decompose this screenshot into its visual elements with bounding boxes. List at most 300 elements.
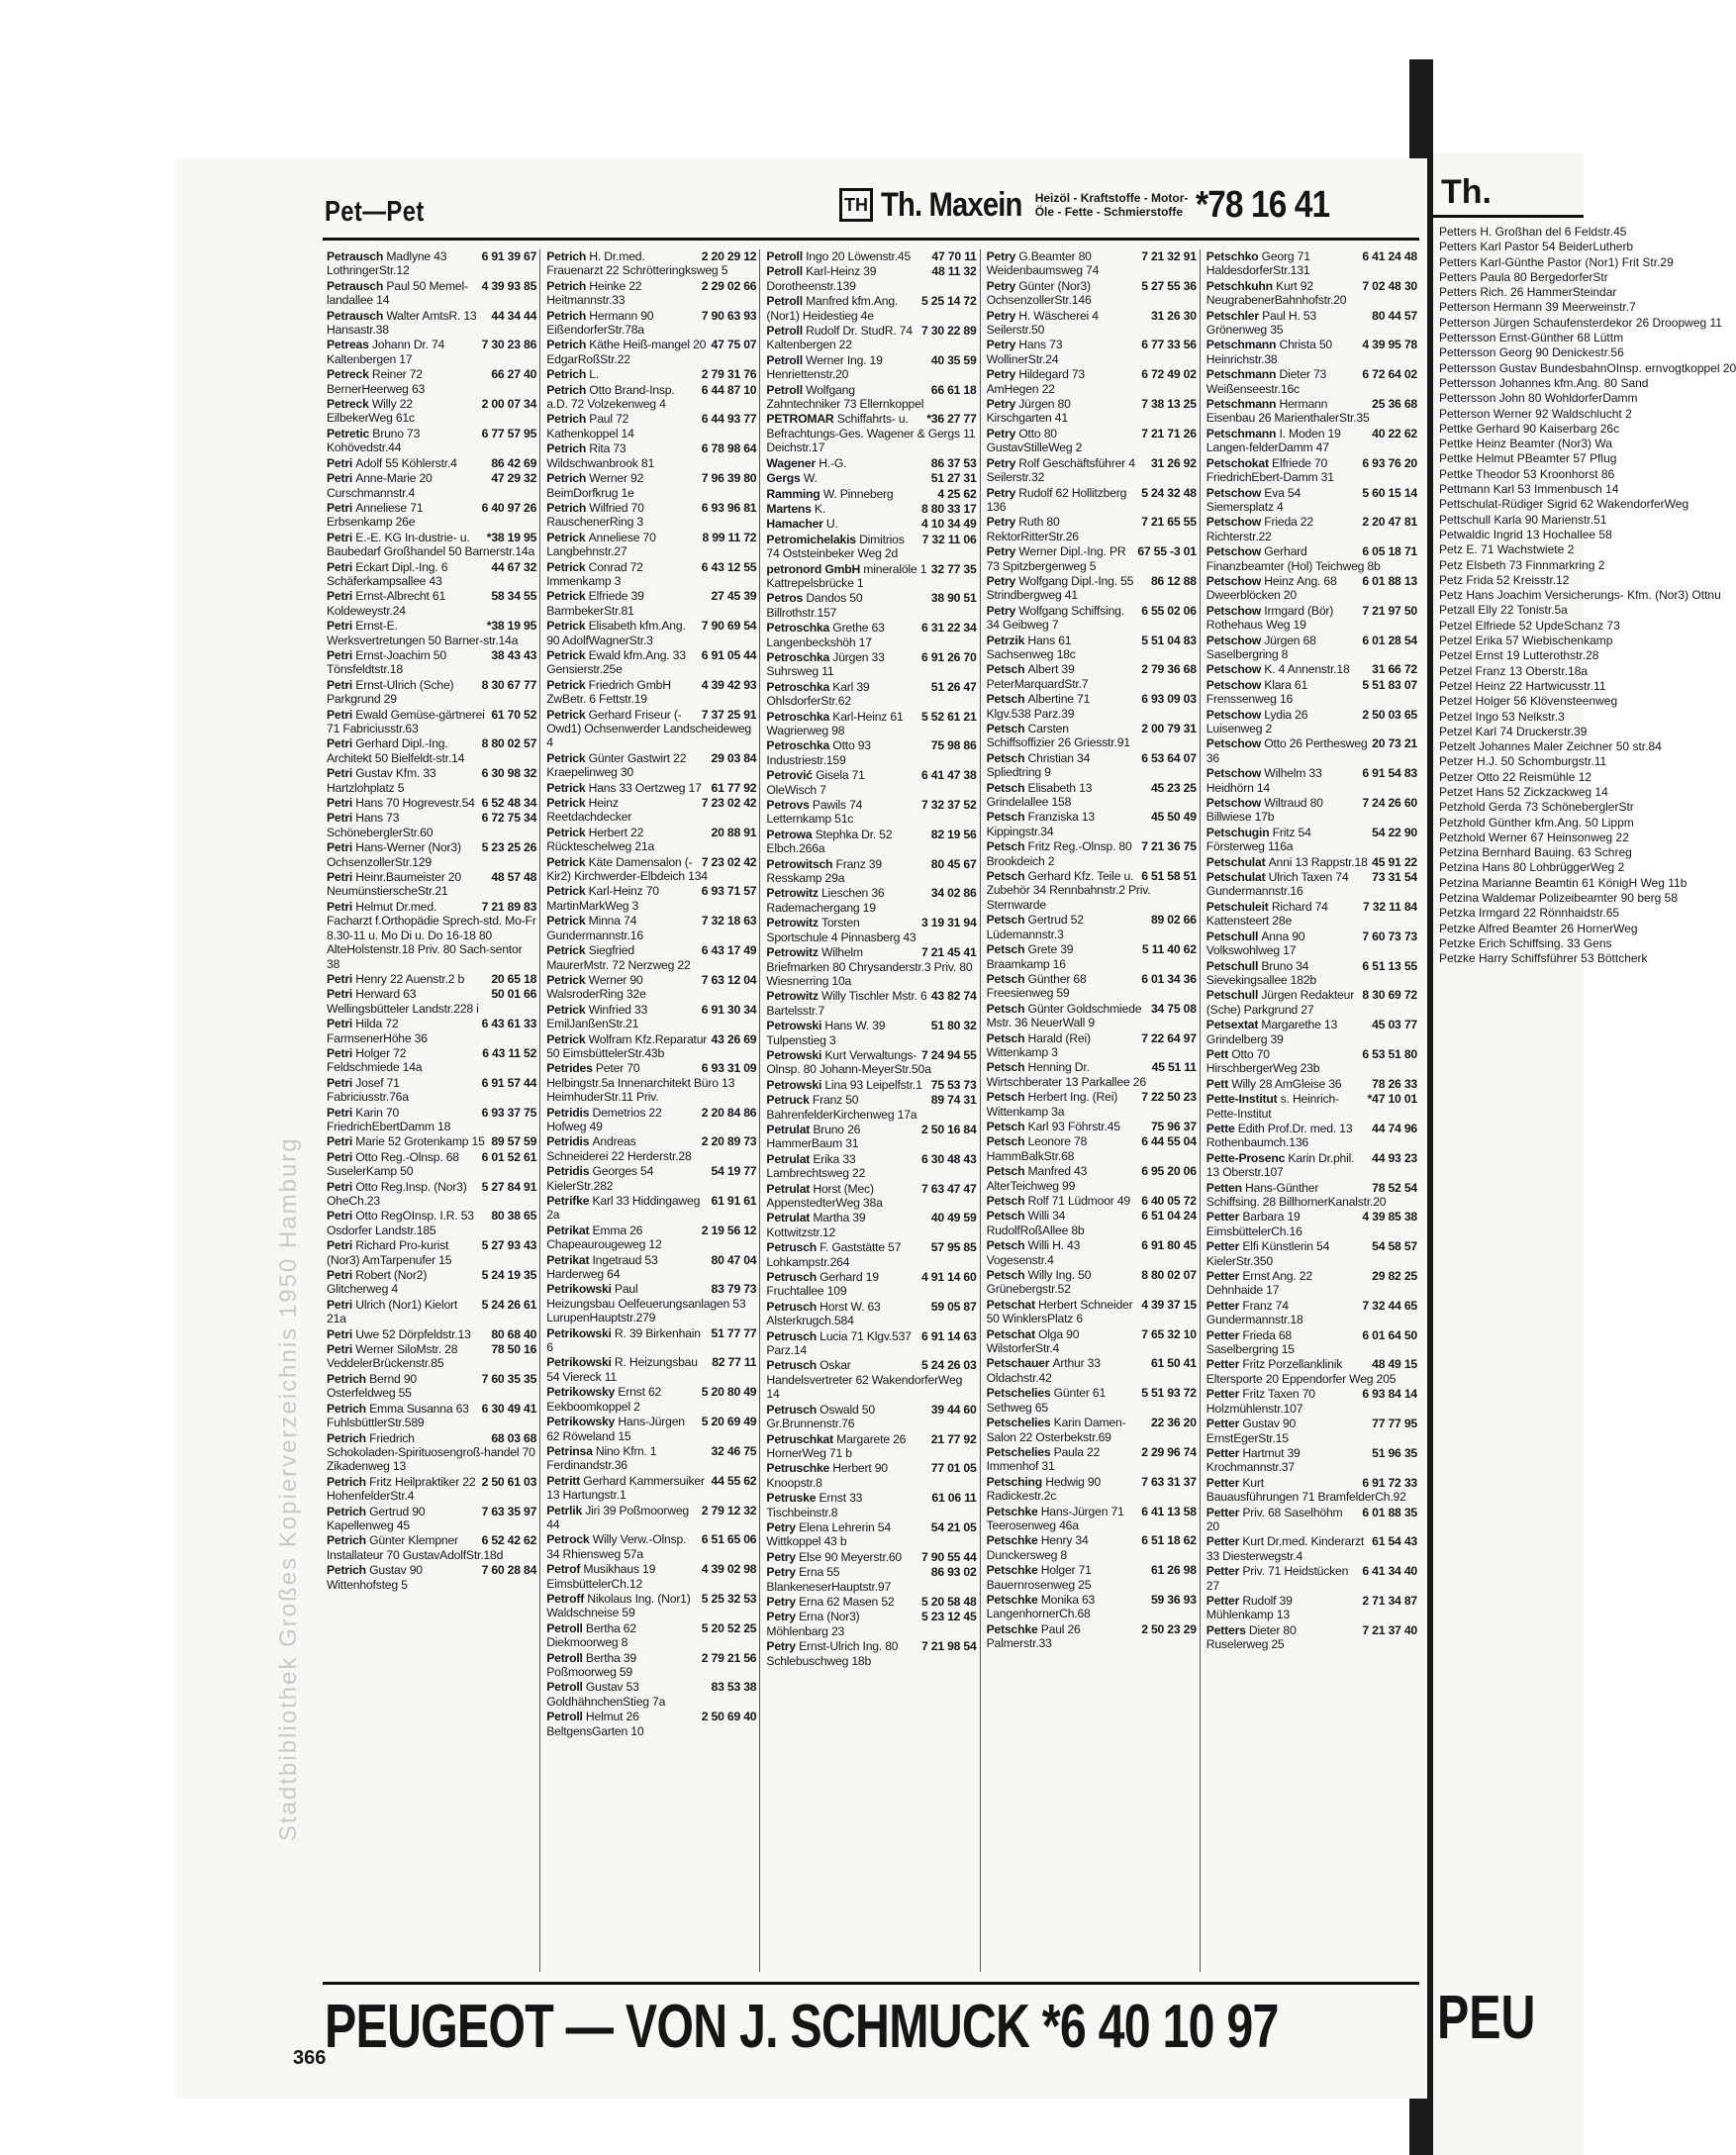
entry-name: Petrides — [546, 1061, 596, 1076]
entry-name: Petri — [327, 840, 356, 855]
directory-entry — [546, 1562, 756, 1591]
entry-name: Petreas — [327, 338, 372, 352]
entry-detail: Wilfried 70 RauschenerRing 3 — [546, 500, 644, 530]
directory-entry — [987, 574, 1197, 603]
directory-entry — [987, 1445, 1197, 1474]
entry-detail: Walter AmtsR. 13 Hansastr.38 — [327, 308, 477, 338]
entry-detail: Hans 73 SchöneberglerStr.60 — [327, 811, 434, 839]
directory-entry — [987, 279, 1197, 308]
directory-entry — [766, 1019, 976, 1047]
entry-name: Petroll — [546, 1620, 586, 1635]
entry-name: Petsch — [986, 839, 1028, 854]
entry-phone: 6 51 04 24 — [1141, 1209, 1197, 1224]
directory-entry — [1206, 662, 1417, 676]
directory-entry — [987, 1090, 1197, 1119]
directory-entry — [1206, 309, 1417, 338]
next-page-entry: Petzina Marianne Beamtin 61 KönigH Weg 11b — [1439, 875, 1688, 890]
next-page-entry: Petters Paula 80 BergedorferStr — [1439, 269, 1608, 284]
entry-phone: 86 42 69 — [491, 455, 537, 470]
entry-phone: 77 77 95 — [1372, 1417, 1417, 1431]
directory-entry — [546, 1355, 756, 1384]
entry-name: Petroschka — [766, 709, 833, 724]
entry-name: Petri — [327, 766, 356, 781]
entry-phone: 6 93 09 03 — [1141, 692, 1197, 707]
entry-detail: Winfried 33 EmilJanßenStr.21 — [546, 1002, 648, 1031]
directory-entry — [987, 544, 1197, 573]
entry-phone: 8 80 33 17 — [920, 501, 977, 516]
directory-entry — [766, 324, 976, 352]
entry-detail: Elena Lehrerin 54 Wittkoppel 43 b — [766, 1519, 891, 1549]
entry-phone: 75 98 86 — [930, 738, 977, 753]
next-page-entry: Pettke Theodor 53 Kroonhorst 86 — [1439, 466, 1615, 481]
next-page-entry: Petzet Hans 52 Zickzackweg 14 — [1439, 784, 1608, 799]
entry-phone: 5 24 26 61 — [481, 1297, 537, 1312]
entry-name: Petschokat — [1206, 455, 1273, 470]
directory-entry — [987, 1002, 1197, 1030]
next-page-entry: Petzka Irmgard 22 Rönnhaidstr.65 — [1439, 906, 1620, 921]
entry-detail: Robert (Nor2) Glitcherweg 4 — [327, 1268, 428, 1297]
entry-name: Petschow — [1206, 515, 1265, 530]
directory-page — [176, 158, 1427, 2099]
directory-entry — [987, 338, 1197, 366]
directory-entry — [766, 621, 976, 649]
entry-name: Petrinsa — [546, 1443, 596, 1458]
directory-entry — [546, 1621, 756, 1650]
entry-detail: Dieter 73 Weißenseestr.16c — [1206, 367, 1327, 396]
entry-detail: Hans 33 Oertzweg 17 — [588, 780, 702, 795]
entry-detail: Anna 90 Volkswohlweg 17 — [1206, 929, 1305, 958]
entry-name: Petri — [327, 811, 356, 826]
entry-name: Petrick — [546, 884, 589, 899]
entry-detail: Conrad 72 Immenkamp 3 — [546, 559, 643, 588]
entry-phone: 6 31 22 34 — [920, 621, 977, 636]
directory-entry — [766, 1610, 976, 1638]
entry-name: Petter — [1206, 1445, 1243, 1460]
directory-entry — [1206, 855, 1417, 869]
entry-name: Petschugin — [1206, 825, 1273, 839]
entry-name: Petrausch — [327, 308, 387, 323]
entry-phone: 67 55 -3 01 — [1137, 544, 1197, 559]
entry-phone: 34 75 08 — [1150, 1001, 1197, 1016]
entry-detail: Hans 61 Sachsenweg 18c — [986, 633, 1076, 661]
directory-entry — [766, 591, 976, 620]
entry-name: Petry — [766, 1519, 800, 1534]
entry-phone: 61 54 43 — [1372, 1534, 1417, 1549]
entry-detail: Elfi Künstlerin 54 KielerStr.350 — [1206, 1239, 1330, 1268]
entry-name: Petri — [327, 1238, 356, 1253]
directory-entry — [327, 1533, 536, 1562]
entry-name: Petrich — [546, 412, 590, 427]
next-page-listing — [1439, 225, 1736, 967]
directory-entry — [766, 1550, 976, 1564]
entry-detail: Ewald kfm.Ang. 33 Gensierstr.25e — [546, 647, 686, 677]
entry-phone: 80 45 67 — [930, 856, 977, 871]
directory-entry — [327, 1209, 536, 1237]
entry-name: Petridis — [546, 1105, 593, 1120]
directory-entry — [1206, 1534, 1417, 1563]
entry-phone: 7 21 36 75 — [1141, 839, 1197, 854]
directory-entry — [987, 869, 1197, 912]
entry-name: Petrowitz — [766, 916, 821, 931]
entry-phone: 5 24 26 03 — [920, 1358, 977, 1373]
directory-entry — [1206, 1210, 1417, 1238]
entry-phone: 7 23 02 42 — [701, 796, 757, 811]
entry-name: Petter — [1206, 1475, 1243, 1490]
entry-name: Petsextat — [1206, 1018, 1262, 1032]
directory-entry — [1206, 397, 1417, 426]
entry-detail: Günter Klempner Installateur 70 GustavAdolfStr.18d — [327, 1533, 504, 1562]
entry-name: Petrick — [546, 619, 589, 634]
entry-name: Petrich — [327, 1504, 370, 1518]
entry-name: Pette-Prosenc — [1206, 1150, 1289, 1165]
entry-name: Petrick — [546, 780, 589, 795]
entry-detail: Torsten Sportschule 4 Pinnasberg 43 — [766, 916, 916, 944]
directory-entry — [987, 1533, 1197, 1562]
entry-phone: 2 00 07 34 — [481, 397, 537, 412]
entry-detail: Wolfgang Zahntechniker 73 Ellernkoppel — [766, 382, 924, 412]
directory-entry — [327, 309, 536, 338]
entry-detail: Olga 90 WilstorferStr.4 — [986, 1326, 1080, 1356]
next-page-entry: Petterson Jürgen Schaufensterdekor 26 Droopweg 11 — [1439, 315, 1722, 330]
directory-entry — [546, 560, 756, 589]
next-page-entry: Petzel Erika 57 Wiebischenkamp — [1439, 634, 1613, 648]
ad-company-name: Th. Maxein — [881, 185, 1022, 224]
entry-phone: 8 99 11 72 — [702, 530, 757, 544]
directory-entry — [327, 1134, 536, 1148]
directory-entry — [327, 1238, 536, 1267]
directory-entry — [1206, 930, 1417, 958]
entry-name: Petridis — [546, 1134, 593, 1149]
directory-entry — [1206, 544, 1417, 573]
directory-entry — [1206, 604, 1417, 633]
entry-phone: 7 30 22 89 — [920, 324, 977, 339]
entry-detail: Bernd 90 Osterfeldweg 55 — [327, 1371, 417, 1401]
directory-entry — [766, 383, 976, 412]
entry-detail: mineralöle 1 Kattrepelsbrücke 1 — [766, 561, 927, 590]
entry-name: Petri — [327, 530, 356, 544]
entry-detail: Paul 50 Memel-landallee 14 — [327, 278, 468, 308]
directory-entry — [1206, 870, 1417, 899]
entry-name: Petrausch — [327, 249, 387, 263]
directory-entry — [327, 1563, 536, 1592]
directory-entry — [1206, 1047, 1417, 1076]
entry-detail: Bertha 62 Diekmoorweg 8 — [546, 1620, 636, 1650]
entry-detail: Günter 61 Sethweg 65 — [986, 1386, 1107, 1415]
entry-detail: Gustav 90 Wittenhofsteg 5 — [327, 1563, 423, 1592]
entry-detail: I. Moden 19 Langen-felderDamm 47 — [1206, 426, 1341, 455]
entry-phone: 7 24 26 60 — [1362, 796, 1417, 811]
entry-name: Petri — [327, 1149, 356, 1164]
entry-phone: 6 53 51 80 — [1362, 1046, 1417, 1061]
entry-phone: 20 88 91 — [711, 825, 757, 839]
directory-entry — [766, 886, 976, 915]
directory-entry — [327, 1017, 536, 1045]
entry-detail: Madlyne 43 LothringerStr.12 — [327, 249, 447, 278]
entry-name: Petroschka — [766, 621, 833, 636]
directory-entry — [327, 648, 536, 677]
entry-detail: Ernst-Albrecht 61 Koldeweystr.24 — [327, 589, 446, 618]
entry-phone: 5 23 12 45 — [920, 1610, 977, 1624]
entry-name: Petsch — [986, 662, 1028, 677]
entry-detail: Franz 50 BahrenfelderKirchenweg 17a — [766, 1093, 917, 1122]
entry-detail: Hans-Jürgen 62 Röweland 15 — [546, 1415, 685, 1443]
entry-phone: 5 60 15 14 — [1362, 485, 1417, 500]
directory-entry — [546, 1032, 756, 1061]
entry-name: Petter — [1206, 1564, 1243, 1579]
directory-entry — [987, 1238, 1197, 1267]
directory-entry — [546, 309, 756, 338]
directory-entry — [546, 249, 756, 278]
entry-phone: 6 72 49 02 — [1141, 367, 1197, 382]
entry-detail: Ernst-E. Werksvertretungen 50 Barner-str.14a — [327, 619, 519, 647]
next-page-entry: Petzel Ingo 53 Nelkstr.3 — [1439, 709, 1565, 724]
directory-entry — [766, 916, 976, 944]
entry-detail: Richard Pro-kurist (Nor3) AmTarpenufer 15 — [327, 1238, 452, 1267]
directory-entry — [766, 989, 976, 1018]
entry-detail: Elisabeth kfm.Ang. 90 AdolfWagnerStr.3 — [546, 619, 686, 647]
entry-name: Petschkuhn — [1206, 278, 1277, 293]
entry-name: Petschat — [986, 1297, 1038, 1312]
entry-name: Martens — [766, 501, 815, 516]
entry-detail: Otto Brand-Insp. a.D. 72 Volzekenweg 4 — [546, 382, 675, 412]
directory-entry — [546, 1504, 756, 1532]
entry-phone: 5 51 93 72 — [1141, 1386, 1197, 1401]
entry-name: Petry — [986, 397, 1019, 412]
directory-entry — [546, 1106, 756, 1134]
entry-detail: Barbara 19 EimsbüttelerCh.16 — [1206, 1210, 1302, 1238]
directory-entry — [987, 942, 1197, 971]
directory-entry — [546, 914, 756, 942]
directory-entry — [546, 589, 756, 618]
entry-detail: Ruth 80 RektorRitterStr.26 — [986, 515, 1079, 543]
entry-phone: 6 78 98 64 — [701, 441, 757, 456]
directory-entry — [546, 1444, 756, 1473]
entry-name: Petrick — [546, 707, 589, 722]
entry-phone: 89 57 59 — [491, 1134, 537, 1149]
directory-entry — [766, 562, 976, 591]
entry-name: Petri — [327, 500, 356, 515]
directory-entry — [987, 397, 1197, 426]
entry-name: Petschke — [986, 1592, 1041, 1607]
directory-entry — [1206, 708, 1417, 736]
entry-detail: Hildegard 73 AmHegen 22 — [986, 367, 1085, 396]
directory-entry — [766, 857, 976, 886]
entry-name: Petrich — [546, 308, 590, 323]
directory-entry — [766, 1152, 976, 1181]
directory-entry — [327, 796, 536, 810]
entry-phone: 2 79 36 68 — [1141, 662, 1197, 677]
entry-phone: 7 38 13 25 — [1141, 397, 1197, 412]
maxein-logo-icon: TH — [839, 188, 873, 222]
directory-entry — [766, 1093, 976, 1122]
entry-detail: Rudolf 62 Hollitzberg 136 — [986, 485, 1127, 514]
directory-entry — [327, 870, 536, 899]
entry-detail: Ernst Ang. 22 Dehnhaide 17 — [1206, 1269, 1312, 1298]
entry-name: Petri — [327, 736, 356, 751]
entry-phone: 6 91 05 44 — [701, 647, 757, 662]
entry-phone: 40 22 62 — [1372, 426, 1417, 441]
entry-phone: 6 53 64 07 — [1141, 750, 1197, 765]
directory-entry — [987, 634, 1197, 662]
directory-entry — [766, 471, 976, 485]
entry-name: Petruck — [766, 1093, 813, 1108]
entry-name: Petter — [1206, 1239, 1243, 1254]
entry-phone: 5 27 55 36 — [1141, 278, 1197, 293]
footer-rule — [323, 1982, 1419, 1985]
entry-name: Petrich — [327, 1474, 370, 1489]
directory-entry — [546, 1474, 756, 1503]
entry-detail: Stephka Dr. 52 Elbch.266a — [766, 827, 893, 856]
next-page-entry: Petzel Holger 56 Klövensteenweg — [1439, 694, 1618, 709]
entry-detail: Albertine 71 Klgv.538 Parz.39 — [986, 692, 1091, 721]
entry-phone: 2 50 69 40 — [701, 1710, 757, 1724]
entry-phone: 47 75 07 — [711, 338, 757, 352]
directory-entry — [987, 913, 1197, 941]
entry-phone: 7 32 11 84 — [1363, 899, 1417, 914]
entry-phone: 51 77 77 — [711, 1325, 757, 1340]
entry-detail: Peter 70 Helbingstr.5a Innenarchitekt Büro 13 HeimhuderStr.11 Priv. — [546, 1061, 735, 1105]
entry-name: Petter — [1206, 1593, 1243, 1608]
entry-detail: Anni 13 Rappstr.18 — [1268, 854, 1368, 869]
entry-phone: 6 93 84 14 — [1362, 1387, 1417, 1402]
directory-entry — [546, 279, 756, 308]
entry-phone: 7 32 11 06 — [921, 532, 977, 546]
entry-detail: Ernst 62 Eekboomkoppel 2 — [546, 1385, 662, 1414]
entry-detail: Karl 93 Föhrstr.45 — [1027, 1119, 1120, 1133]
entry-name: Petsch — [986, 722, 1028, 735]
entry-phone: 48 57 48 — [491, 870, 537, 885]
directory-entry — [766, 1329, 976, 1358]
directory-entry — [546, 501, 756, 530]
directory-entry — [987, 1209, 1197, 1237]
entry-detail: E.-E. KG In-dustrie- u. Baubedarf Großhandel 50 Barnerstr.14a — [327, 530, 535, 559]
entry-phone: 5 51 04 83 — [1141, 633, 1197, 647]
entry-name: Petrich — [327, 1533, 370, 1548]
entry-name: Petroschka — [766, 649, 833, 664]
entry-phone: 6 44 87 10 — [701, 382, 757, 397]
entry-name: Petry — [766, 1639, 800, 1654]
entry-detail: Rolf Geschäftsführer 4 Seilerstr.32 — [986, 455, 1135, 485]
entry-phone: 6 93 96 81 — [701, 500, 757, 515]
entry-detail: Klara 61 Frenssenweg 16 — [1206, 677, 1308, 707]
directory-entry — [987, 309, 1197, 338]
entry-name: Petsch — [986, 1060, 1028, 1075]
entry-detail: Wilhelm 33 Heidhörn 14 — [1206, 766, 1322, 795]
entry-detail: Ingo 20 Löwenstr.45 — [806, 249, 912, 263]
entry-phone: 61 26 98 — [1150, 1563, 1197, 1578]
entry-detail: Minna 74 Gundermannstr.16 — [546, 914, 643, 942]
entry-detail: Erika 33 Lambrechtsweg 22 — [766, 1151, 866, 1181]
entry-phone: 6 51 18 62 — [1141, 1533, 1197, 1548]
entry-detail: Johann Dr. 74 Kaltenbergen 17 — [327, 338, 445, 366]
entry-phone: 7 22 50 23 — [1141, 1090, 1197, 1105]
directory-entry — [546, 1710, 756, 1738]
entry-phone: 7 60 28 84 — [481, 1563, 537, 1578]
entry-phone: 80 38 65 — [491, 1209, 537, 1224]
entry-name: Petri — [327, 677, 356, 692]
directory-entry — [766, 1240, 976, 1269]
entry-detail: Irmgard (Bör) Rothehaus Weg 19 — [1206, 603, 1334, 633]
entry-phone: 7 24 94 55 — [920, 1047, 977, 1062]
directory-entry — [327, 427, 536, 455]
entry-detail: Ernst-Joachim 50 Tönsfeldtstr.18 — [327, 647, 446, 677]
entry-phone: 6 41 13 58 — [1141, 1504, 1197, 1518]
entry-detail: Paul H. 53 Grönenweg 35 — [1206, 308, 1316, 338]
directory-entry — [546, 471, 756, 500]
entry-detail: Grethe 63 Langenbeckshöh 17 — [766, 621, 885, 649]
entry-name: Petri — [327, 455, 356, 470]
entry-phone: 6 44 93 77 — [701, 412, 757, 427]
entry-name: Petri — [327, 870, 356, 885]
entry-name: Petschke — [986, 1621, 1041, 1636]
entry-name: Petroll — [766, 324, 807, 339]
entry-phone: 6 44 55 04 — [1141, 1134, 1197, 1149]
entry-name: Petrich — [546, 471, 590, 486]
directory-entry — [546, 619, 756, 647]
entry-detail: Eckart Dipl.-Ing. 6 Schäferkampsallee 43 — [327, 559, 448, 588]
next-page-entry: Petzhold Gerda 73 SchöneberglerStr — [1439, 800, 1634, 815]
entry-phone: 7 21 97 50 — [1362, 603, 1417, 618]
entry-detail: Richard 74 Kattensteert 28e — [1206, 899, 1328, 929]
entry-phone: 6 43 61 33 — [481, 1017, 537, 1031]
entry-name: Petsch — [986, 780, 1028, 795]
entry-detail: Pawils 74 Letternkamp 51c — [766, 798, 863, 827]
entry-phone: 7 63 47 47 — [920, 1181, 977, 1196]
entry-phone: 58 34 55 — [491, 589, 537, 604]
entry-phone: 6 91 72 33 — [1362, 1475, 1417, 1490]
entry-name: Petschmann — [1206, 397, 1280, 412]
directory-entry — [766, 1300, 976, 1328]
entry-phone: 6 43 17 49 — [701, 943, 757, 958]
entry-phone: 54 58 57 — [1372, 1239, 1417, 1254]
directory-entry — [1206, 1239, 1417, 1268]
directory-entry — [987, 249, 1197, 278]
entry-phone: 6 51 58 51 — [1141, 869, 1197, 884]
entry-detail: Manfred kfm.Ang. (Nor1) Heidestieg 4e — [766, 294, 899, 323]
entry-detail: Bruno 26 HammerBaum 31 — [766, 1122, 861, 1151]
directory-entry — [987, 1356, 1197, 1385]
entry-phone: 6 01 28 54 — [1362, 633, 1417, 647]
directory-entry — [766, 517, 976, 531]
entry-phone: 73 31 54 — [1372, 870, 1417, 885]
entry-detail: Heinke 22 Heitmannstr.33 — [546, 278, 642, 308]
entry-name: Petrikat — [546, 1252, 593, 1267]
entry-name: Petschow — [1206, 603, 1265, 618]
entry-detail: Ernst-Ulrich Ing. 80 Schlebuschweg 18b — [766, 1639, 899, 1668]
directory-entry — [546, 1253, 756, 1282]
entry-name: Petrick — [546, 530, 589, 544]
entry-name: Petsch — [986, 913, 1028, 928]
entry-phone: 31 26 30 — [1150, 308, 1197, 323]
entry-detail: H. Wäscherei 4 Seilerstr.50 — [986, 308, 1099, 338]
entry-detail: Rudolf Dr. StudR. 74 Kaltenbergen 22 — [766, 324, 913, 352]
entry-phone: 6 41 47 38 — [920, 768, 977, 783]
entry-detail: Bruno 34 Sievekingsallee 182b — [1206, 958, 1316, 987]
entry-name: Petschow — [1206, 677, 1265, 692]
entry-phone: 2 50 23 29 — [1141, 1621, 1197, 1636]
entry-detail: Henry 22 Auenstr.2 b — [355, 971, 465, 986]
entry-detail: Karin Damen-Salon 22 Osterbekstr.69 — [986, 1416, 1126, 1444]
entry-name: Petrick — [546, 972, 589, 987]
entry-detail: Anneliese 70 Langbehnstr.27 — [546, 530, 656, 559]
entry-phone: 5 20 80 49 — [701, 1385, 757, 1400]
entry-phone: *47 10 01 — [1367, 1092, 1417, 1107]
entry-name: Petroll — [546, 1710, 586, 1724]
entry-detail: Heinz Reetdachdecker — [546, 796, 632, 825]
header-advertisement — [839, 176, 1423, 234]
entry-name: Petri — [327, 1326, 356, 1341]
entry-phone: 68 03 68 — [491, 1430, 537, 1445]
